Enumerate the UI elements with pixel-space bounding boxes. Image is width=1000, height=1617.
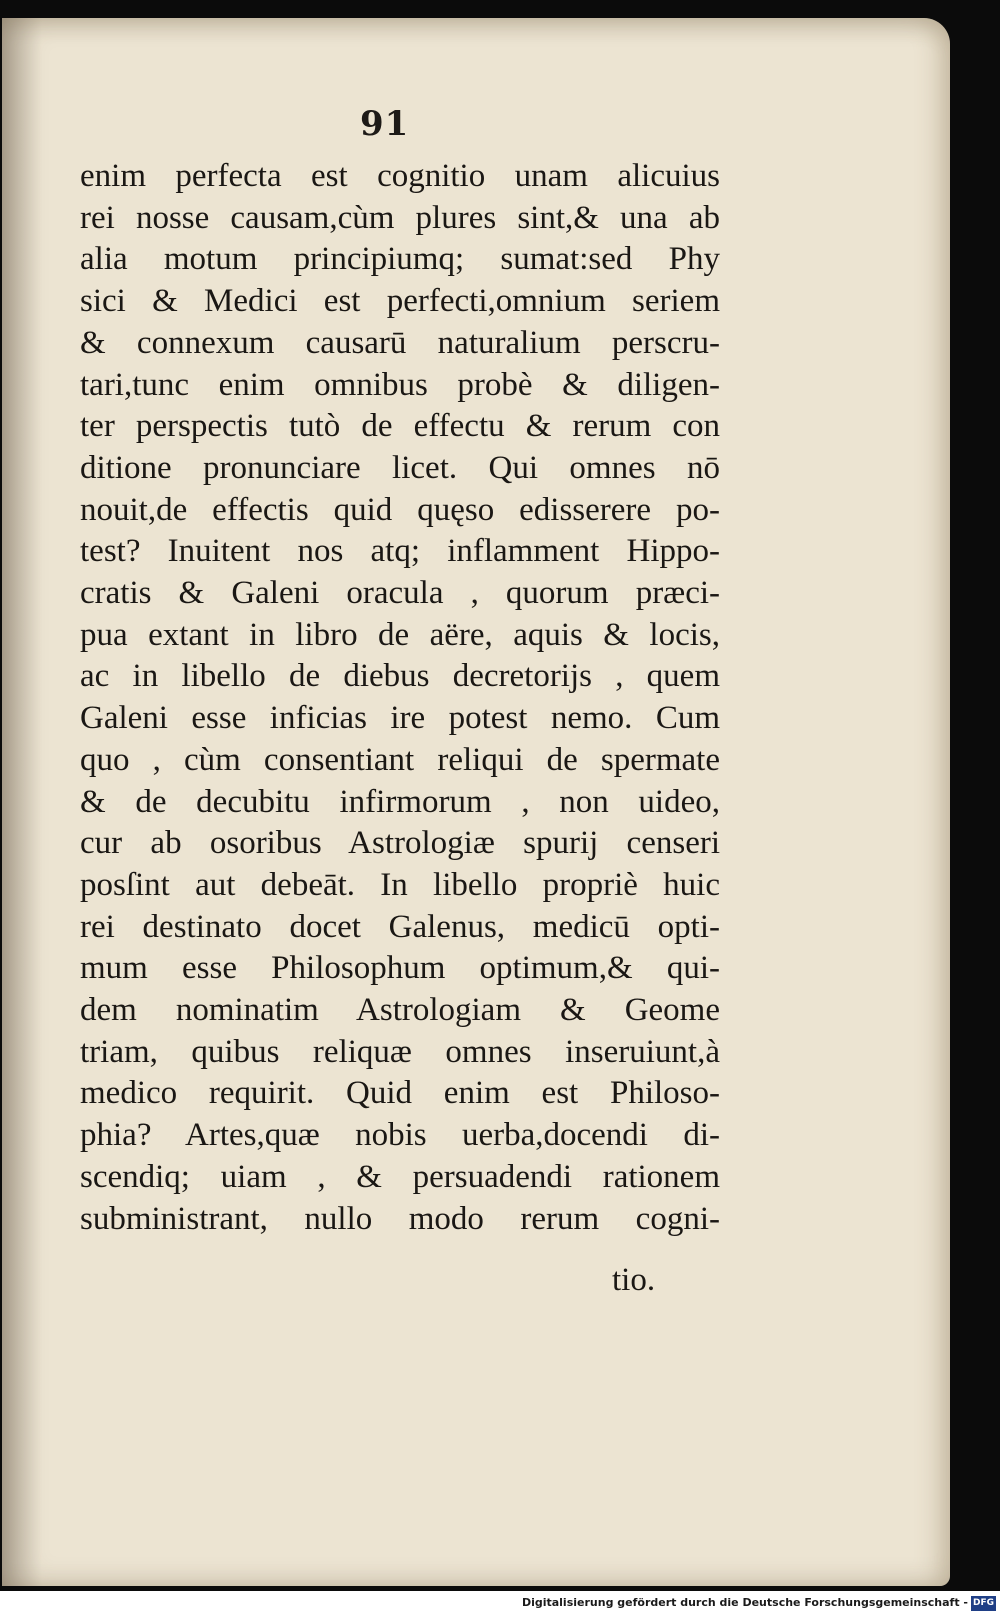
text-line: enim perfecta est cognitio unam alicuius [80,158,720,194]
text-line: ditione pronunciare licet. Qui omnes nō [80,449,720,486]
text-line: pua extant in libro de aëre, aquis & locis, [80,616,720,653]
text-line: mum esse Philosophum optimum,& qui- [80,950,720,987]
text-line: nouit,de effectis quid quęso edisserere po- [80,491,720,528]
text-line: rei destinato docet Galenus, medicū opti- [80,908,720,945]
text-line: rei nosse causam,cùm plures sint,& una ab [80,199,720,236]
digitization-credit: Digitalisierung gefördert durch die Deutsche Forschungsgemeinschaft - [521,1596,968,1609]
body-text [80,156,720,1240]
text-line: posſint aut debeāt. In libello propriè huic [80,866,720,903]
text-line: triam, quibus reliquæ omnes inseruiunt,à [80,1033,720,1070]
text-line: & de decubitu infirmorum , non uideo, [80,783,720,820]
dfg-logo-icon: DFG [971,1596,996,1611]
text-line: test? Inuitent nos atq; inflamment Hippo- [80,533,720,570]
text-line: dem nominatim Astrologiam & Geome [80,992,720,1029]
footer-bar [0,1591,1000,1617]
text-line: medico requirit. Quid enim est Philoso- [80,1075,720,1112]
catchword: tio. [612,1262,656,1298]
text-line: cratis & Galeni oracula , quorum præci- [80,575,720,612]
text-line: ter perspectis tutò de effectu & rerum con [80,408,720,445]
text-line: quo , cùm consentiant reliqui de spermate [80,741,720,778]
text-line: sici & Medici est perfecti,omnium seriem [80,283,720,320]
text-line: subministrant, nullo modo rerum cogni- [80,1200,720,1237]
text-line: phia? Artes,quæ nobis uerba,docendi di- [80,1117,720,1154]
text-line: & connexum causarū naturalium perscru- [80,324,720,361]
text-line: Galeni esse inficias ire potest nemo. Cum [80,700,720,737]
text-line: scendiq; uiam , & persuadendi rationem [80,1158,720,1195]
text-line: ac in libello de diebus decretorijs , quem [80,658,720,695]
text-line: cur ab osoribus Astrologiæ spurij censeri [80,825,720,862]
text-line: tari,tunc enim omnibus probè & diligen- [80,366,720,403]
text-line: alia motum principiumq; sumat:sed Phy [80,241,720,278]
page-number: 91 [360,104,410,144]
